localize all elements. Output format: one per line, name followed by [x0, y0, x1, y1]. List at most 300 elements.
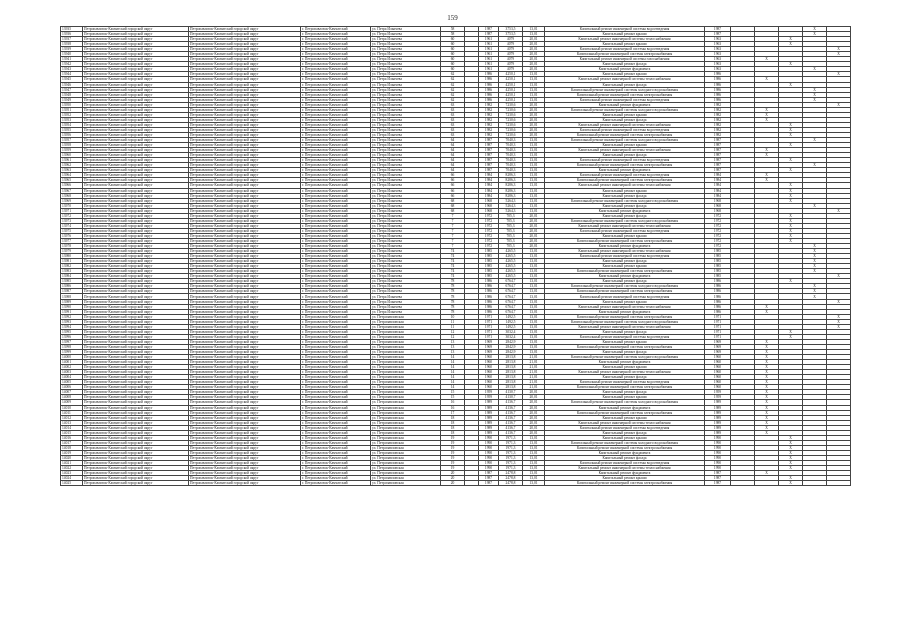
cell-year: 1982 [479, 102, 499, 107]
cell-id: 13938 [61, 42, 83, 47]
cell-id: 13980 [61, 254, 83, 259]
cell-settlement: Петропавловск-Камчатский городской округ [189, 27, 301, 32]
cell-locality: г. Петропавловск-Камчатский [301, 178, 371, 183]
cell-area: 8286,3 [499, 173, 523, 178]
cell-period: 1987 [705, 168, 731, 173]
cell-m3: X [779, 228, 803, 233]
cell-id: 14012 [61, 415, 83, 420]
cell-municipality: Петропавловск-Камчатский городской округ [83, 329, 189, 334]
cell-id: 13974 [61, 223, 83, 228]
cell-work: Капитальный ремонт инженерной системы теплоснабжения [545, 122, 705, 127]
cell-locality: г. Петропавловск-Камчатский [301, 395, 371, 400]
cell-area: 4079 [499, 47, 523, 52]
cell-work: Капитальный ремонт фундамента [545, 274, 705, 279]
cell-house: 13 [441, 350, 465, 355]
cell-year: 1971 [479, 334, 499, 339]
cell-municipality: Петропавловск-Камчатский городской округ [83, 148, 189, 153]
cell-municipality: Петропавловск-Камчатский городской округ [83, 259, 189, 264]
cell-work: Капитальный ремонт фасада [545, 430, 705, 435]
cell-house: 74 [441, 254, 465, 259]
cell-m4 [803, 481, 827, 486]
cell-street: ул. Петра Ильичева [371, 67, 441, 72]
cell-locality: г. Петропавловск-Камчатский [301, 107, 371, 112]
cell-street: ул. Петра Ильичева [371, 163, 441, 168]
cell-m2: X [755, 112, 779, 117]
cell-area: 7230,6 [499, 127, 523, 132]
cell-m3: X [779, 168, 803, 173]
cell-area: 7230,6 [499, 132, 523, 137]
cell-year: 1960 [479, 385, 499, 390]
cell-id: 13959 [61, 148, 83, 153]
cell-house: 14 [441, 355, 465, 360]
cell-area: 6764,7 [499, 289, 523, 294]
cell-m5: X [827, 102, 851, 107]
cell-municipality: Петропавловск-Камчатский городской округ [83, 264, 189, 269]
cell-house: 66 [441, 178, 465, 183]
cell-id: 13945 [61, 77, 83, 82]
cell-work: Капитальный ремонт инженерной системы электроснабжения [545, 445, 705, 450]
cell-municipality: Петропавловск-Камчатский городской округ [83, 395, 189, 400]
cell-street: ул. Петропавловская [371, 339, 441, 344]
cell-work: Капитальный ремонт инженерной системы водоотведения [545, 380, 705, 385]
cell-settlement: Петропавловск-Камчатский городской округ [189, 138, 301, 143]
cell-work: Капитальный ремонт крыши [545, 339, 705, 344]
cell-rate: 13,01 [523, 77, 545, 82]
cell-period: 1986 [705, 92, 731, 97]
cell-work: Капитальный ремонт инженерной системы водоотведения [545, 228, 705, 233]
cell-street: ул. Петра Ильичева [371, 249, 441, 254]
cell-year: 1986 [479, 97, 499, 102]
cell-id: 13979 [61, 249, 83, 254]
cell-rate: 13,01 [523, 466, 545, 471]
cell-id: 14021 [61, 461, 83, 466]
cell-year: 1989 [479, 405, 499, 410]
cell-area: 705,3 [499, 238, 523, 243]
page-number: 159 [447, 14, 458, 22]
cell-house: 18 [441, 420, 465, 425]
cell-area: 4130,7 [499, 390, 523, 395]
cell-rate: 21,01 [523, 360, 545, 365]
cell-rate: 20,01 [523, 233, 545, 238]
cell-locality: г. Петропавловск-Камчатский [301, 370, 371, 375]
cell-street: ул. Петропавловская [371, 425, 441, 430]
cell-municipality: Петропавловск-Камчатский городской округ [83, 112, 189, 117]
cell-m2: X [755, 360, 779, 365]
cell-settlement: Петропавловск-Камчатский городской округ [189, 233, 301, 238]
cell-work: Капитальный ремонт крыши [545, 476, 705, 481]
cell-id: 13986 [61, 284, 83, 289]
cell-settlement: Петропавловск-Камчатский городской округ [189, 284, 301, 289]
cell-street: ул. Петра Ильичева [371, 107, 441, 112]
cell-year: 1987 [479, 476, 499, 481]
cell-area: 705,3 [499, 233, 523, 238]
cell-rate: 20,01 [523, 425, 545, 430]
cell-house: 63 [441, 122, 465, 127]
cell-id: 13969 [61, 198, 83, 203]
cell-municipality: Петропавловск-Камчатский городской округ [83, 370, 189, 375]
cell-year: 1960 [479, 375, 499, 380]
cell-year: 1987 [479, 138, 499, 143]
cell-m3: X [779, 466, 803, 471]
cell-id: 13946 [61, 82, 83, 87]
cell-rate: 20,01 [523, 67, 545, 72]
cell-year: 1990 [479, 435, 499, 440]
cell-work: Капитальный ремонт инженерной системы холодного водоснабжения [545, 218, 705, 223]
cell-street: ул. Петропавловская [371, 440, 441, 445]
cell-period: 1990 [705, 455, 731, 460]
cell-locality: г. Петропавловск-Камчатский [301, 67, 371, 72]
cell-m4: X [803, 244, 827, 249]
cell-settlement: Петропавловск-Камчатский городской округ [189, 213, 301, 218]
cell-house: 74 [441, 269, 465, 274]
cell-rate: 13,01 [523, 143, 545, 148]
cell-rate: 20,01 [523, 62, 545, 67]
cell-year: 1986 [479, 92, 499, 97]
cell-m3: X [779, 188, 803, 193]
cell-locality: г. Петропавловск-Камчатский [301, 112, 371, 117]
cell-period: 1985 [705, 274, 731, 279]
cell-period: 1987 [705, 471, 731, 476]
cell-year: 1990 [479, 455, 499, 460]
cell-locality: г. Петропавловск-Камчатский [301, 238, 371, 243]
cell-id: 13961 [61, 158, 83, 163]
cell-m2: X [755, 178, 779, 183]
table-body [61, 27, 851, 486]
cell-area: 705,3 [499, 213, 523, 218]
cell-m3: X [779, 334, 803, 339]
cell-settlement: Петропавловск-Камчатский городской округ [189, 264, 301, 269]
cell-work: Капитальный ремонт фасада [545, 375, 705, 380]
cell-m3: X [779, 143, 803, 148]
cell-house: 7 [441, 218, 465, 223]
cell-rate: 20,01 [523, 122, 545, 127]
cell-locality: г. Петропавловск-Камчатский [301, 198, 371, 203]
cell-street: ул. Петра Ильичева [371, 218, 441, 223]
cell-rate: 20,01 [523, 430, 545, 435]
cell-m3: X [779, 445, 803, 450]
cell-work: Капитальный ремонт инженерной системы теплоснабжения [545, 223, 705, 228]
cell-m3: X [779, 193, 803, 198]
cell-settlement: Петропавловск-Камчатский городской округ [189, 32, 301, 37]
cell-rate: 20,01 [523, 244, 545, 249]
cell-work: Капитальный ремонт фасада [545, 455, 705, 460]
cell-locality: г. Петропавловск-Камчатский [301, 319, 371, 324]
cell-id: 14022 [61, 466, 83, 471]
cell-id: 13985 [61, 279, 83, 284]
cell-rate: 20,01 [523, 228, 545, 233]
cell-work: Капитальный ремонт фундамента [545, 67, 705, 72]
cell-locality: г. Петропавловск-Камчатский [301, 117, 371, 122]
cell-rate: 20,01 [523, 223, 545, 228]
cell-period: 1987 [705, 163, 731, 168]
cell-year: 1972 [479, 233, 499, 238]
cell-work: Капитальный ремонт инженерной системы электроснабжения [545, 481, 705, 486]
cell-id: 13953 [61, 117, 83, 122]
cell-m2: X [755, 173, 779, 178]
cell-year: 1968 [479, 203, 499, 208]
cell-area: 7040,3 [499, 143, 523, 148]
cell-street: ул. Петра Ильичева [371, 143, 441, 148]
cell-rate: 13,01 [523, 87, 545, 92]
cell-area: 1971,3 [499, 445, 523, 450]
cell-street: ул. Петра Ильичева [371, 289, 441, 294]
cell-rate: 13,01 [523, 198, 545, 203]
cell-work: Капитальный ремонт инженерной системы теплоснабжения [545, 37, 705, 42]
cell-id: 14015 [61, 430, 83, 435]
cell-house: 64 [441, 158, 465, 163]
cell-area: 6764,7 [499, 304, 523, 309]
cell-m2: X [755, 153, 779, 158]
cell-area: 6764,7 [499, 299, 523, 304]
cell-work: Капитальный ремонт инженерной системы холодного водоснабжения [545, 319, 705, 324]
cell-locality: г. Петропавловск-Камчатский [301, 415, 371, 420]
cell-id: 13989 [61, 299, 83, 304]
cell-rate: 13,01 [523, 254, 545, 259]
cell-municipality: Петропавловск-Камчатский городской округ [83, 27, 189, 32]
cell-year: 1989 [479, 420, 499, 425]
cell-municipality: Петропавловск-Камчатский городской округ [83, 87, 189, 92]
cell-locality: г. Петропавловск-Камчатский [301, 400, 371, 405]
cell-rate: 13,01 [523, 259, 545, 264]
cell-house: 63 [441, 132, 465, 137]
cell-m5: X [827, 208, 851, 213]
cell-area: 1971,3 [499, 435, 523, 440]
cell-settlement: Петропавловск-Камчатский городской округ [189, 420, 301, 425]
cell-locality: г. Петропавловск-Камчатский [301, 203, 371, 208]
cell-locality: г. Петропавловск-Камчатский [301, 249, 371, 254]
cell-work: Капитальный ремонт инженерной системы теплоснабжения [545, 370, 705, 375]
cell-period: 1982 [705, 127, 731, 132]
cell-area: 1971,3 [499, 455, 523, 460]
cell-settlement: Петропавловск-Камчатский городской округ [189, 72, 301, 77]
cell-area: 5264,3 [499, 198, 523, 203]
cell-street: ул. Петра Ильичева [371, 112, 441, 117]
cell-m2: X [755, 117, 779, 122]
cell-house: 60 [441, 37, 465, 42]
cell-locality: г. Петропавловск-Камчатский [301, 163, 371, 168]
cell-m2 [755, 481, 779, 486]
cell-rate: 20,01 [523, 400, 545, 405]
cell-house: 7 [441, 223, 465, 228]
cell-year: 1984 [479, 183, 499, 188]
cell-street: ул. Петропавловская [371, 329, 441, 334]
cell-area: 1492,5 [499, 324, 523, 329]
cell-id: 14018 [61, 445, 83, 450]
cell-locality: г. Петропавловск-Камчатский [301, 208, 371, 213]
cell-rate: 20,01 [523, 405, 545, 410]
cell-rate: 13,01 [523, 27, 545, 32]
cell-locality: г. Петропавловск-Камчатский [301, 57, 371, 62]
cell-municipality: Петропавловск-Камчатский городской округ [83, 188, 189, 193]
cell-id: 14017 [61, 440, 83, 445]
cell-year: 1986 [479, 289, 499, 294]
cell-work: Капитальный ремонт инженерной системы теплоснабжения [545, 183, 705, 188]
cell-rate: 13,01 [523, 158, 545, 163]
cell-municipality: Петропавловск-Камчатский городской округ [83, 410, 189, 415]
cell-rate: 13,01 [523, 319, 545, 324]
cell-period: 1990 [705, 466, 731, 471]
cell-year: 1982 [479, 132, 499, 137]
cell-house: 62 [441, 87, 465, 92]
cell-m2: X [755, 304, 779, 309]
cell-municipality: Петропавловск-Камчатский городской округ [83, 466, 189, 471]
cell-period: 1990 [705, 435, 731, 440]
cell-settlement: Петропавловск-Камчатский городской округ [189, 380, 301, 385]
cell-period: 1986 [705, 284, 731, 289]
cell-municipality: Петропавловск-Камчатский городской округ [83, 173, 189, 178]
cell-rate: 20,01 [523, 42, 545, 47]
cell-street: ул. Петра Ильичева [371, 168, 441, 173]
cell-street: ул. Петра Ильичева [371, 87, 441, 92]
cell-block [465, 481, 479, 486]
cell-locality: г. Петропавловск-Камчатский [301, 350, 371, 355]
cell-m2: X [755, 380, 779, 385]
cell-work: Капитальный ремонт фундамента [545, 208, 705, 213]
cell-locality: г. Петропавловск-Камчатский [301, 52, 371, 57]
cell-area: 6764,7 [499, 284, 523, 289]
cell-m3: X [779, 329, 803, 334]
cell-street: ул. Петропавловская [371, 410, 441, 415]
cell-locality: г. Петропавловск-Камчатский [301, 476, 371, 481]
cell-locality: г. Петропавловск-Камчатский [301, 289, 371, 294]
cell-settlement: Петропавловск-Камчатский городской округ [189, 42, 301, 47]
cell-municipality: Петропавловск-Камчатский городской округ [83, 471, 189, 476]
cell-street: ул. Петра Ильичева [371, 32, 441, 37]
cell-period: 1959 [705, 390, 731, 395]
cell-locality: г. Петропавловск-Камчатский [301, 77, 371, 82]
cell-street: ул. Петра Ильичева [371, 57, 441, 62]
cell-period: 1986 [705, 97, 731, 102]
cell-locality: г. Петропавловск-Камчатский [301, 87, 371, 92]
cell-municipality: Петропавловск-Камчатский городской округ [83, 455, 189, 460]
cell-settlement: Петропавловск-Камчатский городской округ [189, 132, 301, 137]
cell-rate: 13,01 [523, 309, 545, 314]
cell-year: 1989 [479, 400, 499, 405]
cell-rate: 13,01 [523, 350, 545, 355]
cell-street: ул. Петропавловская [371, 405, 441, 410]
cell-settlement: Петропавловск-Камчатский городской округ [189, 188, 301, 193]
cell-locality: г. Петропавловск-Камчатский [301, 37, 371, 42]
cell-rate: 13,01 [523, 304, 545, 309]
cell-period: 1987 [705, 32, 731, 37]
cell-locality: г. Петропавловск-Камчатский [301, 32, 371, 37]
cell-id: 14014 [61, 425, 83, 430]
cell-id: 13996 [61, 334, 83, 339]
cell-work: Капитальный ремонт крыши [545, 264, 705, 269]
cell-street: ул. Петра Ильичева [371, 27, 441, 32]
cell-work: Капитальный ремонт инженерной системы теплоснабжения [545, 249, 705, 254]
cell-m5: X [827, 299, 851, 304]
cell-m4: X [803, 249, 827, 254]
cell-locality: г. Петропавловск-Камчатский [301, 223, 371, 228]
cell-m3: X [779, 158, 803, 163]
cell-house: 62 [441, 82, 465, 87]
cell-street: ул. Петропавловская [371, 390, 441, 395]
cell-period: 1972 [705, 238, 731, 243]
cell-settlement: Петропавловск-Камчатский городской округ [189, 178, 301, 183]
cell-locality: г. Петропавловск-Камчатский [301, 82, 371, 87]
cell-street: ул. Петропавловская [371, 380, 441, 385]
cell-work: Капитальный ремонт инженерной системы холодного водоснабжения [545, 284, 705, 289]
cell-municipality: Петропавловск-Камчатский городской округ [83, 122, 189, 127]
cell-locality: г. Петропавловск-Камчатский [301, 279, 371, 284]
cell-locality: г. Петропавловск-Камчатский [301, 314, 371, 319]
cell-municipality: Петропавловск-Камчатский городской округ [83, 274, 189, 279]
cell-period: 1972 [705, 223, 731, 228]
cell-id: 13941 [61, 57, 83, 62]
cell-municipality: Петропавловск-Камчатский городской округ [83, 445, 189, 450]
cell-year: 1961 [479, 42, 499, 47]
cell-house: 16 [441, 405, 465, 410]
cell-rate: 13,01 [523, 264, 545, 269]
cell-year: 1960 [479, 355, 499, 360]
cell-rate: 13,01 [523, 344, 545, 349]
cell-area: 705,3 [499, 223, 523, 228]
cell-year: 1959 [479, 390, 499, 395]
cell-id: 13960 [61, 153, 83, 158]
cell-settlement: Петропавловск-Камчатский городской округ [189, 370, 301, 375]
cell-street: ул. Петра Ильичева [371, 92, 441, 97]
cell-period: 1963 [705, 62, 731, 67]
cell-street: ул. Петропавловская [371, 435, 441, 440]
cell-m3: X [779, 127, 803, 132]
cell-locality: г. Петропавловск-Камчатский [301, 42, 371, 47]
cell-work: Капитальный ремонт фундамента [545, 168, 705, 173]
cell-area: 8286,3 [499, 193, 523, 198]
cell-work: Капитальный ремонт инженерной системы водоотведения [545, 27, 705, 32]
cell-settlement: Петропавловск-Камчатский городской округ [189, 425, 301, 430]
cell-rate: 13,01 [523, 314, 545, 319]
cell-house: 14 [441, 365, 465, 370]
cell-work: Капитальный ремонт фасада [545, 193, 705, 198]
cell-period: 1971 [705, 324, 731, 329]
cell-street: ул. Петра Ильичева [371, 304, 441, 309]
cell-period: 1990 [705, 450, 731, 455]
cell-rate: 13,01 [523, 450, 545, 455]
cell-period: 1963 [705, 42, 731, 47]
cell-rate: 13,01 [523, 168, 545, 173]
cell-rate: 13,01 [523, 445, 545, 450]
cell-area: 8286,3 [499, 183, 523, 188]
cell-rate: 13,01 [523, 148, 545, 153]
cell-street: ул. Петропавловская [371, 395, 441, 400]
cell-house: 18 [441, 425, 465, 430]
cell-m2: X [755, 350, 779, 355]
cell-municipality: Петропавловск-Камчатский городской округ [83, 334, 189, 339]
cell-locality: г. Петропавловск-Камчатский [301, 339, 371, 344]
cell-year: 1961 [479, 62, 499, 67]
cell-m3: X [779, 213, 803, 218]
cell-area: 1492,5 [499, 319, 523, 324]
cell-year: 1987 [479, 143, 499, 148]
cell-year: 1961 [479, 57, 499, 62]
cell-street: ул. Петра Ильичева [371, 173, 441, 178]
cell-rate: 20,01 [523, 410, 545, 415]
cell-settlement: Петропавловск-Камчатский городской округ [189, 67, 301, 72]
cell-settlement: Петропавловск-Камчатский городской округ [189, 148, 301, 153]
cell-work: Капитальный ремонт крыши [545, 435, 705, 440]
cell-municipality: Петропавловск-Камчатский городской округ [83, 223, 189, 228]
cell-area: 7040,3 [499, 158, 523, 163]
cell-settlement: Петропавловск-Камчатский городской округ [189, 249, 301, 254]
cell-municipality: Петропавловск-Камчатский городской округ [83, 158, 189, 163]
cell-street: ул. Петра Ильичева [371, 208, 441, 213]
cell-area: 6764,7 [499, 309, 523, 314]
cell-id: 13943 [61, 67, 83, 72]
cell-work: Капитальный ремонт крыши [545, 233, 705, 238]
cell-m4: X [803, 67, 827, 72]
cell-period: 1982 [705, 117, 731, 122]
